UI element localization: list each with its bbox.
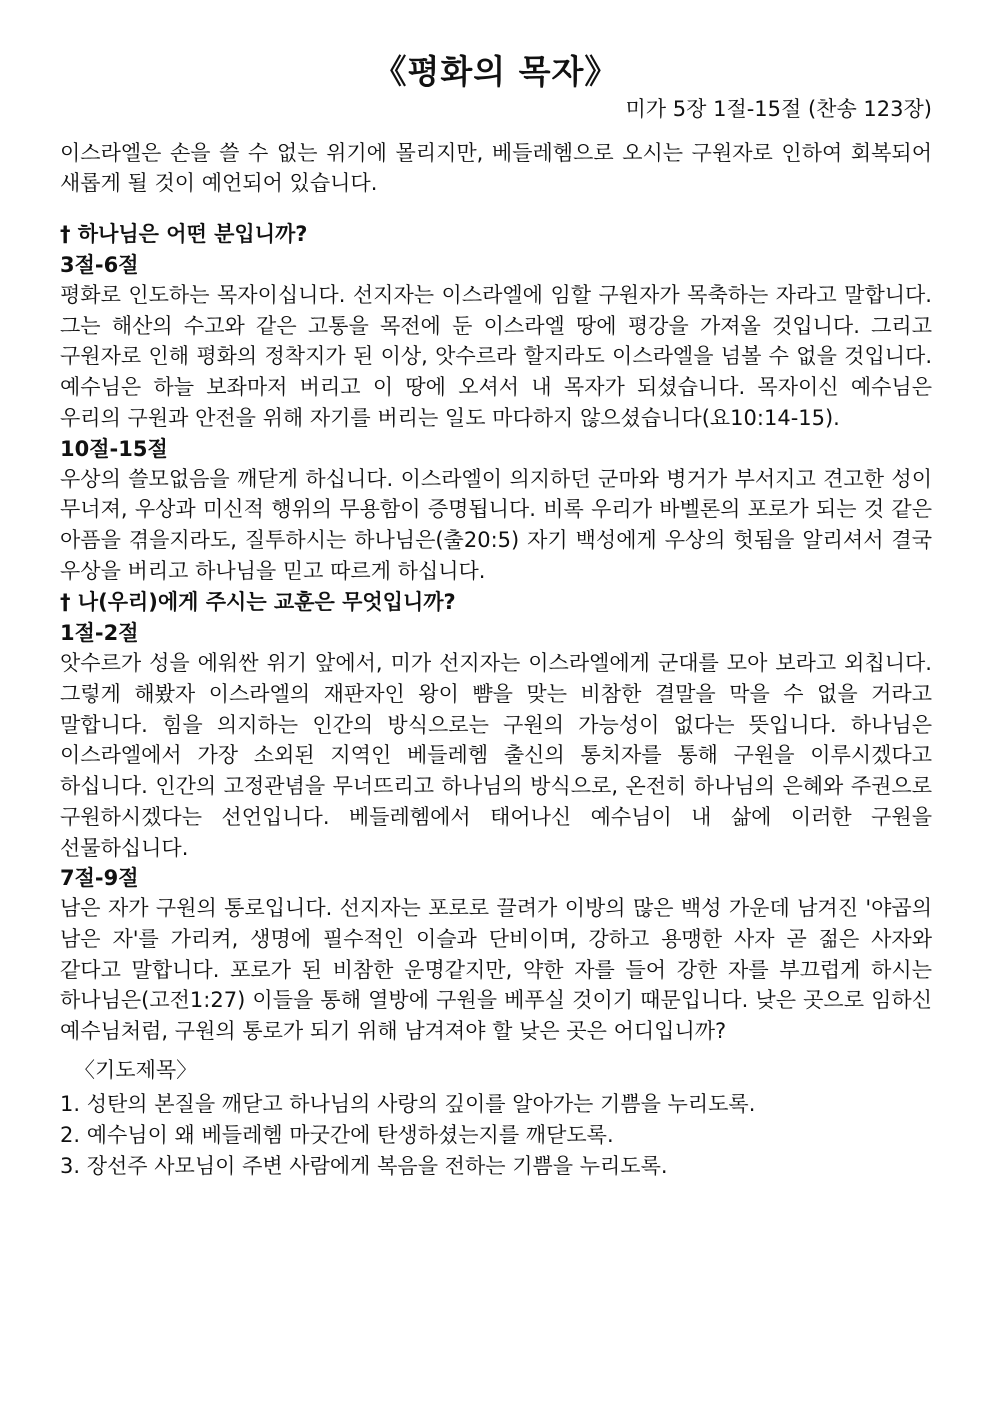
- intro-paragraph: 이스라엘은 손을 쓸 수 없는 위기에 몰리지만, 베들레헴으로 오시는 구원자로 인하여 회복되어 새롭게 될 것이 예언되어 있습니다.: [60, 141, 932, 195]
- section-question: † 하나님은 어떤 분입니까?: [60, 222, 308, 246]
- section-lesson: [60, 586, 932, 1046]
- verse-label: 3절-6절: [60, 253, 139, 277]
- section-paragraph: 앗수르가 성을 에워싼 위기 앞에서, 미가 선지자는 이스라엘에게 군대를 모아 보라고 외칩니다. 그렇게 해봤자 이스라엘의 재판자인 왕이 뺨을 맞는 비참한 결말을 막을 수 없을 거라고 말합니다. 힘을 의지하는 인간의 방식으로는 구원의 가능성이 없다는 뜻입니다. 하나님은 이스라엘에서 가장 소외된 지역인 베들레헴 출신의 통치자를 통해 구원을 이루시겠다고 하십니다. 인간의 고정관념을 무너뜨리고 하나님의 방식으로, 온전히 하나님의 은혜와 주권으로 구원하시겠다는 선언입니다. 베들레헴에서 태어나신 예수님이 내 삶에 이러한 구원을 선물하십니다.: [60, 651, 932, 860]
- prayer-item: 1. 성탄의 본질을 깨닫고 하나님의 사랑의 깊이를 알아가는 기쁨을 누리도록.: [60, 1091, 756, 1116]
- verse-label: 7절-9절: [60, 866, 139, 891]
- prayer-item: 3. 장선주 사모님이 주변 사람에게 복음을 전하는 기쁨을 누리도록.: [60, 1153, 668, 1178]
- scripture-reference: 미가 5장 1절-15절 (찬송 123장): [625, 97, 932, 121]
- section-paragraph: 남은 자가 구원의 통로입니다. 선지자는 포로로 끌려가 이방의 많은 백성 가운데 남겨진 '야곱의 남은 자'를 가리켜, 생명에 필수적인 이슬과 단비이며, 강하고 용맹한 사자 곧 젊은 사자와 같다고 말합니다. 포로가 된 비참한 운명같지만, 약한 자를 들어 강한 자를 부끄럽게 하시는 하나님은(고전1:27) 이들을 통해 열방에 구원을 베푸실 것이기 때문입니다. 낮은 곳으로 임하신 예수님처럼, 구원의 통로가 되기 위해 남겨져야 할 낮은 곳은 어디입니까?: [60, 896, 932, 1044]
- prayer-item: 2. 예수님이 왜 베들레헴 마굿간에 탄생하셨는지를 깨닫도록.: [60, 1122, 614, 1147]
- section-question: † 나(우리)에게 주시는 교훈은 무엇입니까?: [60, 590, 456, 615]
- section-paragraph: 평화로 인도하는 목자이십니다. 선지자는 이스라엘에 임할 구원자가 목축하는 자라고 말합니다. 그는 해산의 수고와 같은 고통을 목전에 둔 이스라엘 땅에 평강을 가져올 것입니다. 그리고 구원자로 인해 평화의 정착지가 된 이상, 앗수르라 할지라도 이스라엘을 넘볼 수 없을 것입니다. 예수님은 하늘 보좌마저 버리고 이 땅에 오셔서 내 목자가 되셨습니다. 목자이신 예수님은 우리의 구원과 안전을 위해 자기를 버리는 일도 마다하지 않으셨습니다(요10:14-15).: [60, 283, 932, 430]
- verse-label: 10절-15절: [60, 436, 168, 461]
- section-paragraph: 우상의 쓸모없음을 깨닫게 하십니다. 이스라엘이 의지하던 군마와 병거가 부서지고 견고한 성이 무너져, 우상과 미신적 행위의 무용함이 증명됩니다. 비록 우리가 바벨론의 포로가 되는 것 같은 아픔을 겪을지라도, 질투하시는 하나님은(출20:5) 자기 백성에게 우상의 헛됨을 알리셔서 결국 우상을 버리고 하나님을 믿고 따르게 하십니다.: [60, 466, 932, 583]
- document-title: 《평화의 목자》: [373, 52, 619, 91]
- verse-label: 1절-2절: [60, 621, 139, 646]
- prayer-heading: 〈기도제목〉: [74, 1057, 198, 1082]
- prayer-requests: [60, 1053, 932, 1182]
- section-who-is-god: [60, 218, 932, 586]
- bulletin-page: [60, 50, 932, 1182]
- prayer-list: [60, 1089, 932, 1182]
